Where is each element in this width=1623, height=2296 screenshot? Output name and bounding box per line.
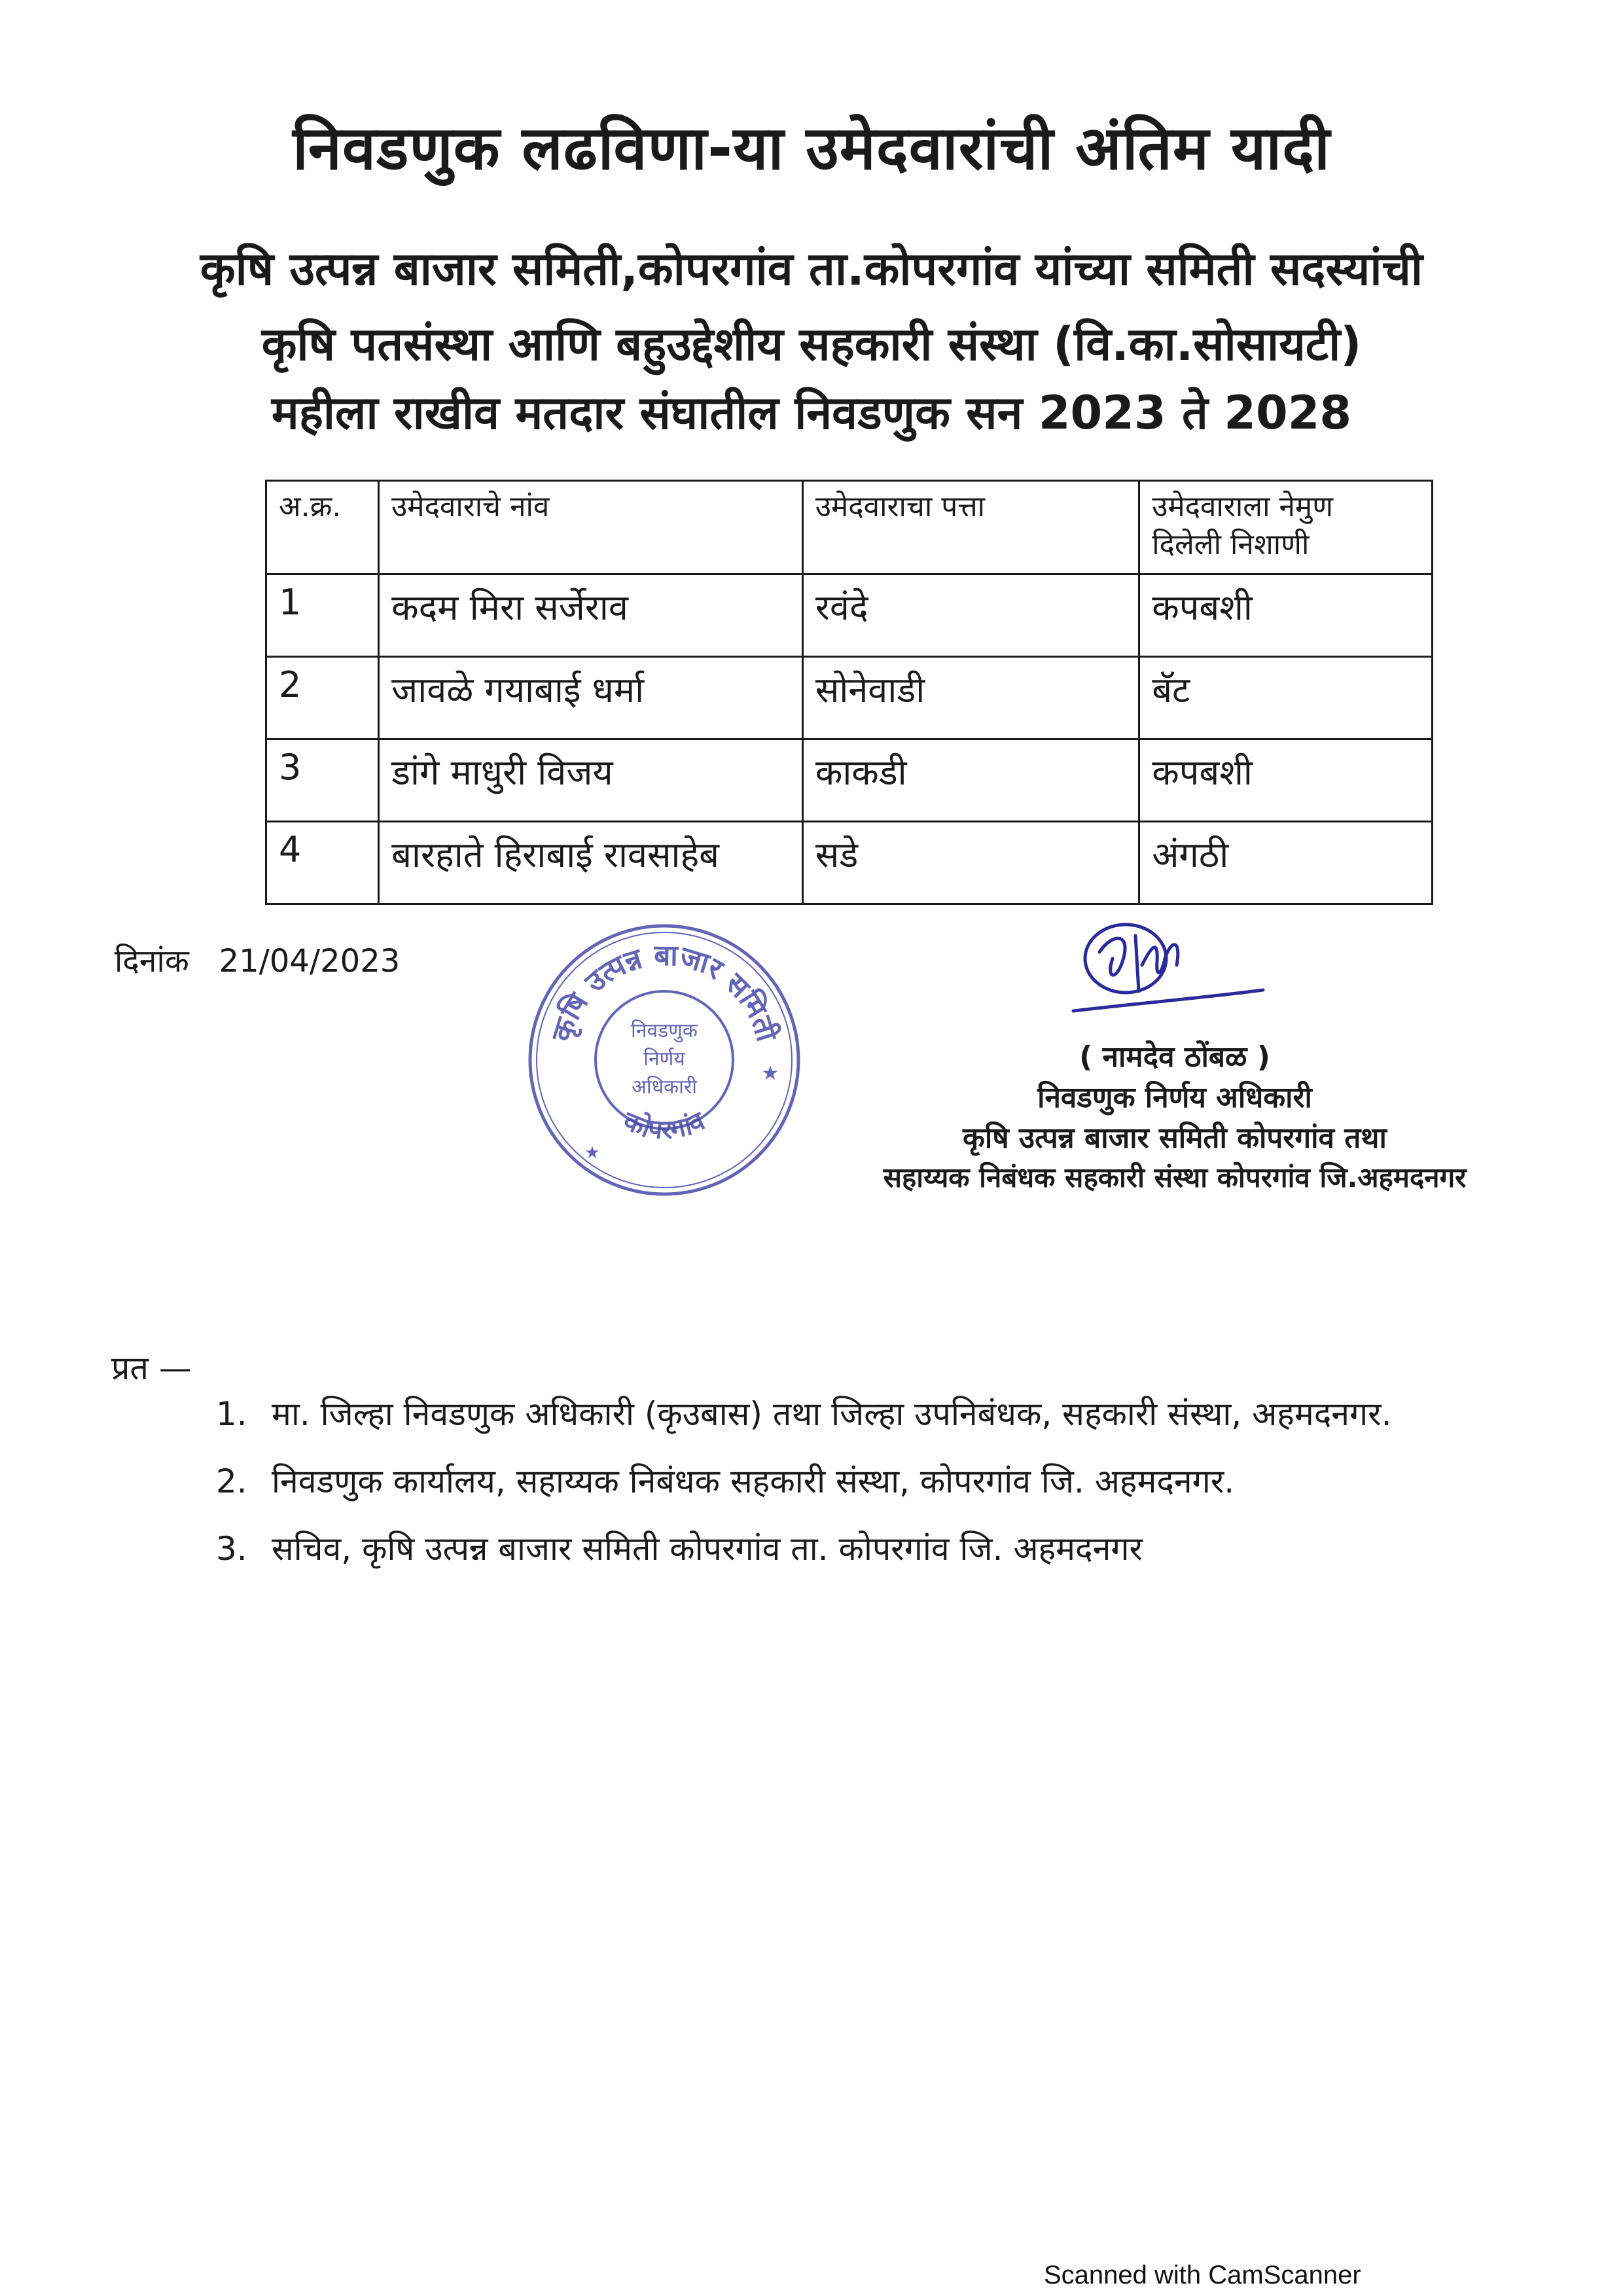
cell-serial: 3 (266, 739, 379, 822)
svg-text:★: ★ (584, 1143, 600, 1163)
header-symbol-line-2: दिलेली निशाणी (1152, 528, 1310, 561)
list-item (216, 1390, 1392, 1458)
date-label: दिनांक (115, 943, 189, 980)
candidate-table (265, 480, 1433, 905)
cell-symbol: कपबशी (1139, 739, 1433, 822)
cell-name: जावळे गयाबाई धर्मा (379, 657, 803, 739)
subtitle-line-2: कृषि पतसंस्था आणि बहुउद्देशीय सहकारी संस्था (वि.का.सोसायटी) (261, 317, 1362, 371)
cell-symbol: अंगठी (1139, 822, 1433, 904)
copies-list (216, 1390, 1392, 1593)
copy-text: मा. जिल्हा निवडणुक अधिकारी (कृउबास) तथा जिल्हा उपनिबंधक, सहकारी संस्था, अहमदनगर. (272, 1395, 1392, 1433)
subtitle-line-1: कृषि उत्पन्न बाजार समिती,कोपरगांव ता.कोपरगांव यांच्या समिती सदस्यांची (200, 242, 1423, 296)
list-item (216, 1525, 1392, 1593)
scanner-watermark: Scanned with CamScanner (1044, 2261, 1361, 2289)
official-seal (520, 916, 808, 1204)
cell-serial: 4 (266, 822, 379, 904)
cell-symbol: बॅट (1139, 657, 1433, 739)
cell-serial: 2 (266, 657, 379, 739)
signatory-line-4: सहाय्यक निबंधक सहकारी संस्था कोपरगांव जि.अहमदनगर (883, 1161, 1467, 1193)
table-row (266, 657, 1433, 739)
cell-serial: 1 (266, 574, 379, 657)
cell-name: कदम मिरा सर्जेराव (379, 574, 803, 657)
copy-text: निवडणुक कार्यालय, सहाय्यक निबंधक सहकारी संस्था, कोपरगांव जि. अहमदनगर. (272, 1462, 1235, 1500)
svg-text:★: ★ (761, 1062, 779, 1085)
header-address: उमेदवाराचा पत्ता (802, 481, 1139, 574)
signatory-name: ( नामदेव ठोंबळ ) (1079, 1040, 1270, 1074)
document-title: निवडणुक लढविणा-या उमेदवारांची अंतिम यादी (293, 113, 1330, 183)
copies-label: प्रत — (111, 1349, 192, 1387)
table-header-row (266, 481, 1433, 574)
copy-number: 2. (216, 1462, 247, 1500)
table-row (266, 739, 1433, 822)
cell-address: सोनेवाडी (802, 657, 1139, 739)
header-name: उमेदवाराचे नांव (379, 481, 803, 574)
list-item (216, 1458, 1392, 1525)
cell-symbol: कपबशी (1139, 574, 1433, 657)
cell-address: सडे (802, 822, 1139, 904)
copy-number: 3. (216, 1530, 247, 1568)
date-line (115, 939, 400, 981)
cell-name: डांगे माधुरी विजय (379, 739, 803, 822)
header-symbol-line-1: उमेदवाराला नेमुण (1152, 490, 1334, 523)
subtitle-line-3: महीला राखीव मतदार संघातील निवडणुक सन 2023 ते 2028 (271, 386, 1352, 440)
signature (1060, 913, 1270, 1031)
seal-ring-text: कृषि उत्पन्न बाजार समिती (545, 938, 784, 1046)
signatory-line-3: कृषि उत्पन्न बाजार समिती कोपरगांव तथा (963, 1122, 1387, 1155)
table-row (266, 822, 1433, 904)
seal-center-line-3: अधिकारी (632, 1076, 697, 1099)
cell-address: काकडी (802, 739, 1139, 822)
header-serial: अ.क्र. (266, 481, 379, 574)
cell-name: बारहाते हिराबाई रावसाहेब (379, 822, 803, 904)
table-row (266, 574, 1433, 657)
seal-center-line-1: निवडणुक (631, 1019, 698, 1042)
header-symbol (1139, 481, 1433, 574)
svg-text:कोपरगांव (618, 1105, 710, 1146)
seal-bottom-text: कोपरगांव (619, 1106, 710, 1146)
copy-text: सचिव, कृषि उत्पन्न बाजार समिती कोपरगांव ता. कोपरगांव जि. अहमदनगर (272, 1530, 1143, 1568)
cell-address: रवंदे (802, 574, 1139, 657)
date-value: 21/04/2023 (219, 943, 401, 980)
copy-number: 1. (216, 1395, 247, 1433)
seal-center-line-2: निर्णय (643, 1048, 685, 1070)
signatory-designation: निवडणुक निर्णय अधिकारी (1037, 1081, 1312, 1114)
